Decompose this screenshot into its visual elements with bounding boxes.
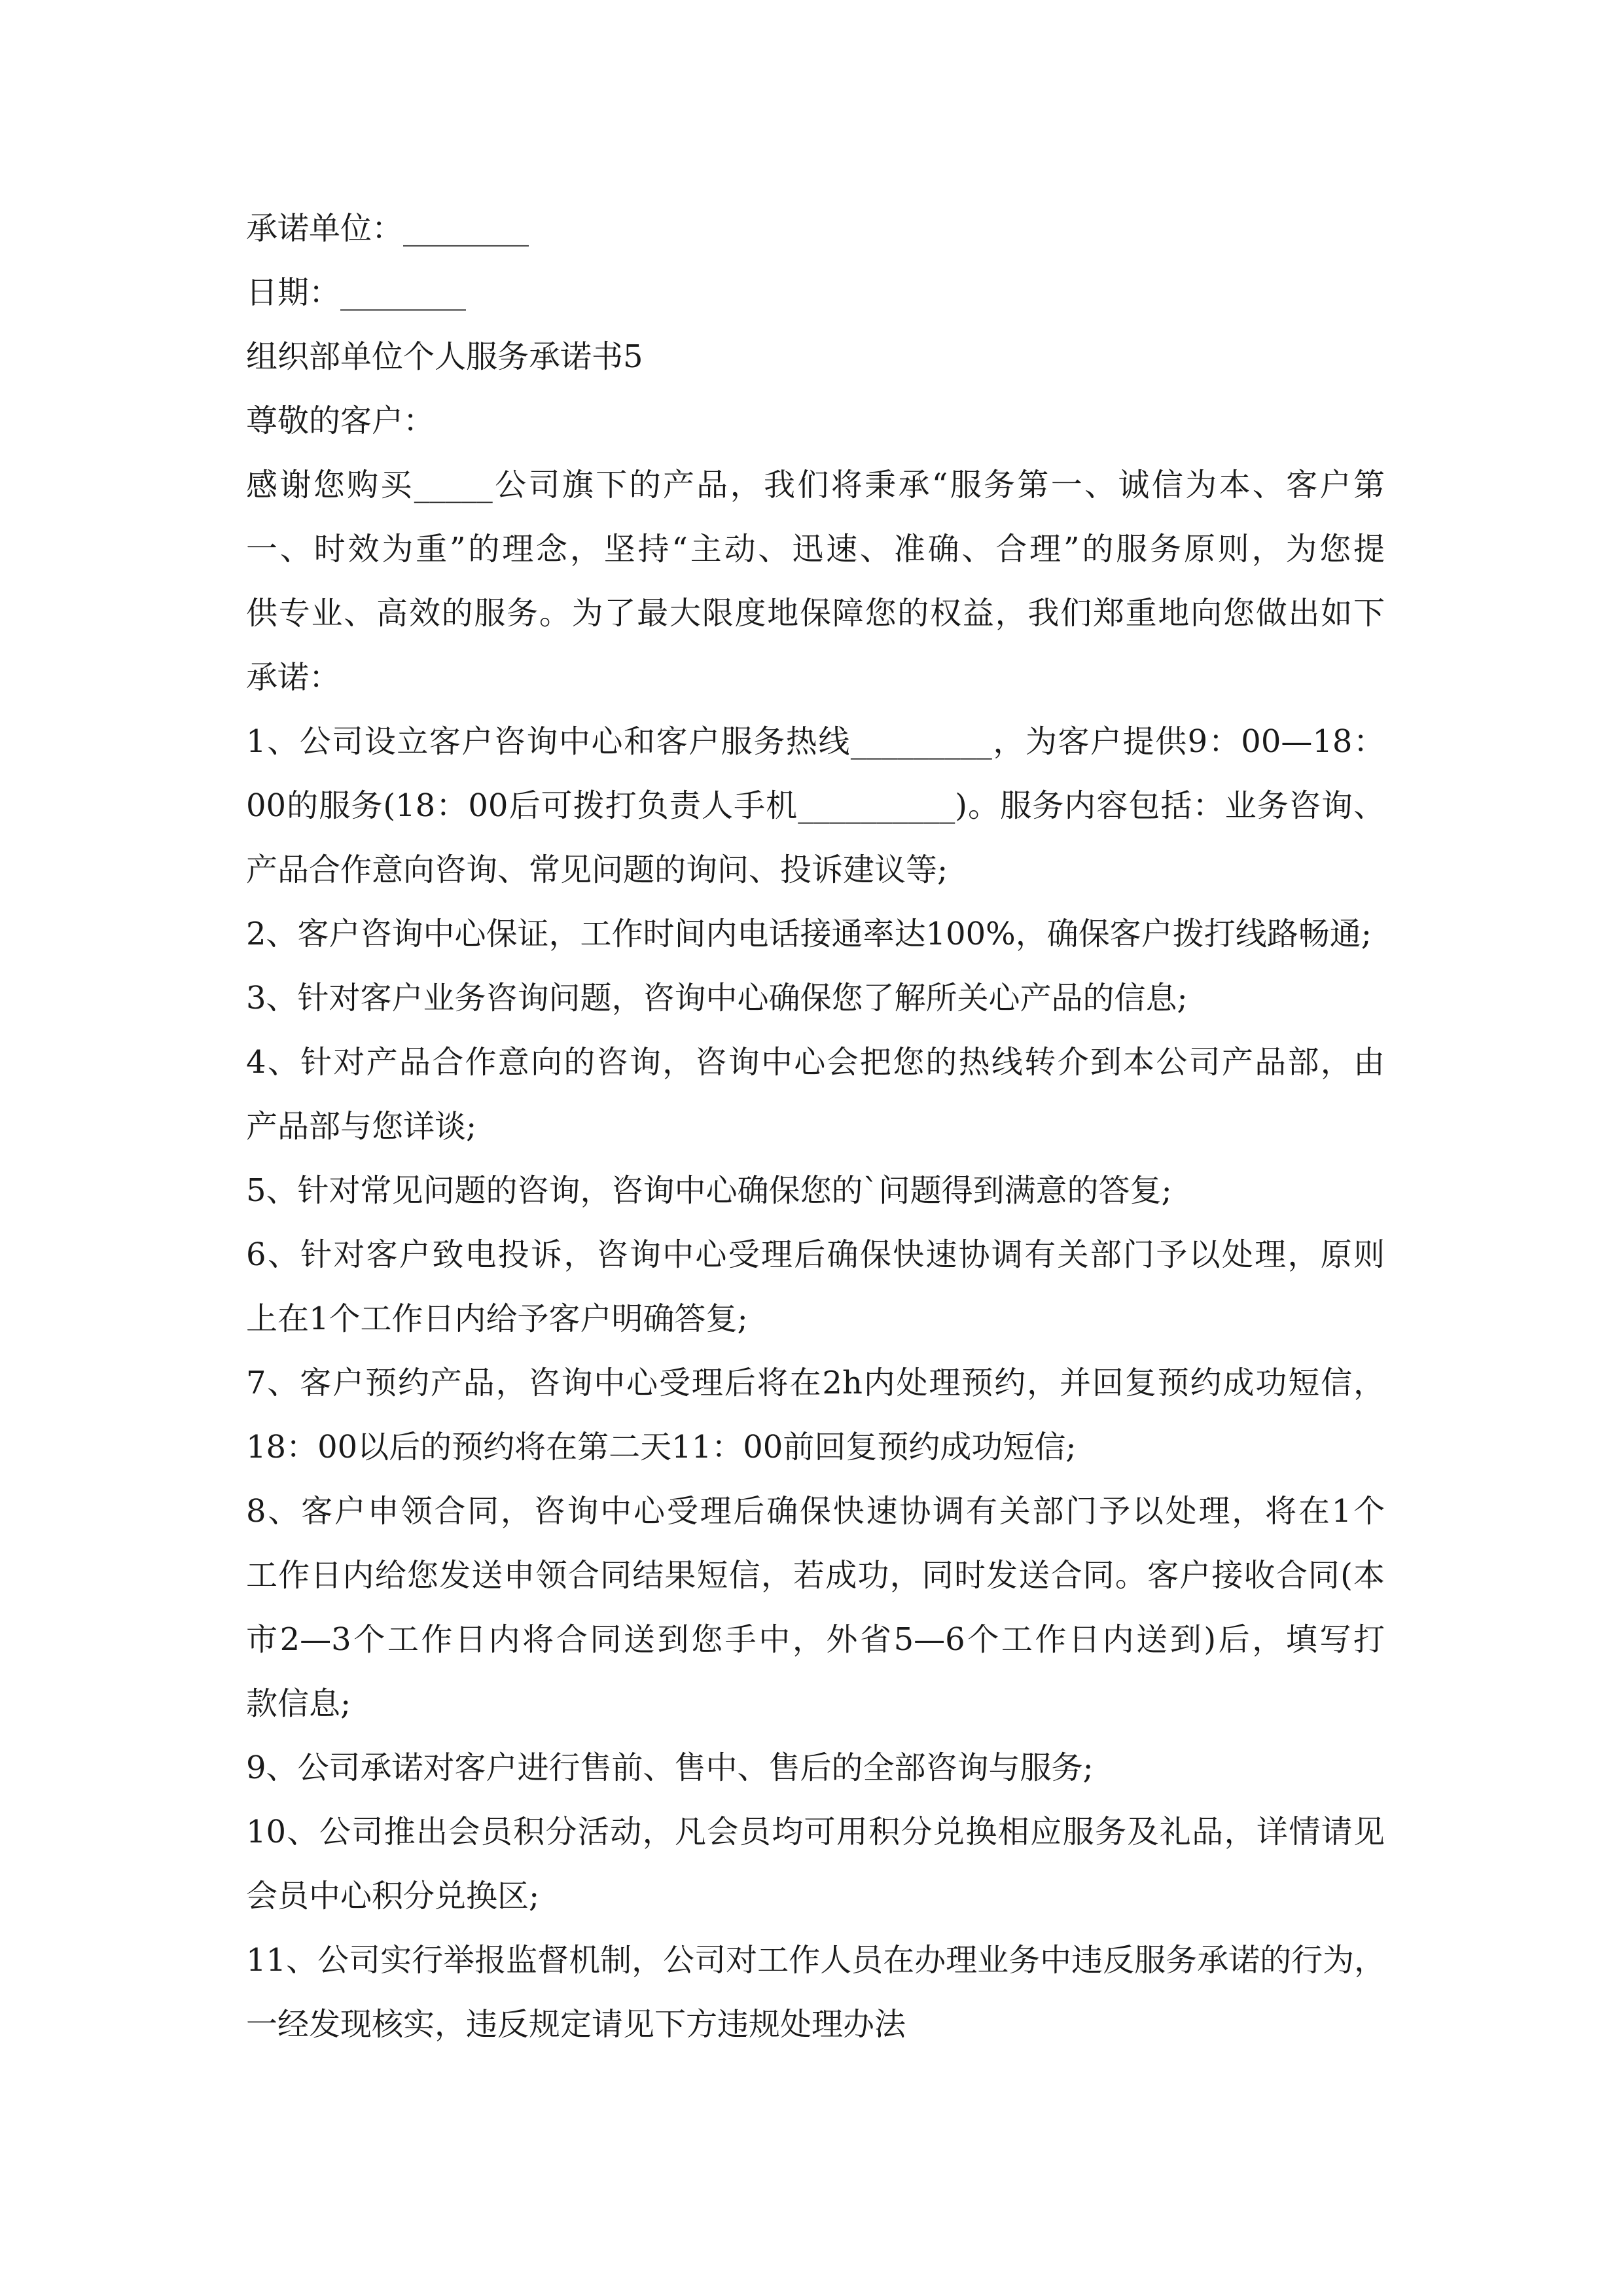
item-line: 2、客户咨询中心保证，工作时间内电话接通率达100%，确保客户拨打线路畅通; [246, 916, 1372, 952]
commitment-unit-line: 承诺单位：________ [246, 210, 529, 247]
item-line: 一经发现核实，违反规定请见下方违规处理办法 [246, 2006, 906, 2043]
item-line: 会员中心积分兑换区; [246, 1878, 540, 1914]
intro-line: 一、时效为重”的理念，坚持“主动、迅速、准确、合理”的服务原则，为您提 [246, 531, 1385, 567]
commitment-item-11 [246, 1928, 1385, 2056]
commitment-item-3 [246, 966, 1385, 1030]
item-line: 10、公司推出会员积分活动，凡会员均可用积分兑换相应服务及礼品，详情请见 [246, 1814, 1385, 1850]
item-line: 款信息; [246, 1685, 351, 1722]
item-line: 5、针对常见问题的咨询，咨询中心确保您的`问题得到满意的答复; [246, 1172, 1172, 1209]
commitment-item-5 [246, 1158, 1385, 1223]
date-line: 日期：________ [246, 274, 467, 311]
commitment-item-10 [246, 1800, 1385, 1928]
document-body [246, 196, 1385, 2056]
item-line: 7、客户预约产品，咨询中心受理后将在2h内处理预约，并回复预约成功短信， [246, 1365, 1385, 1401]
commitment-item-2 [246, 902, 1385, 966]
commitment-item-6 [246, 1223, 1385, 1351]
commitment-item-7 [246, 1351, 1385, 1479]
item-line: 9、公司承诺对客户进行售前、售中、售后的全部咨询与服务; [246, 1749, 1094, 1786]
greeting: 尊敬的客户： [246, 403, 435, 439]
item-line: 11、公司实行举报监督机制，公司对工作人员在办理业务中违反服务承诺的行为， [246, 1942, 1386, 1979]
item-line: 市2—3个工作日内将合同送到您手中，外省5—6个工作日内送到)后，填写打 [246, 1621, 1385, 1658]
item-line: 00的服务(18：00后可拨打负责人手机__________)。服务内容包括：业务咨询、 [246, 787, 1385, 824]
commitment-item-9 [246, 1736, 1385, 1800]
document-title: 组织部单位个人服务承诺书5 [246, 338, 643, 375]
commitment-item-8 [246, 1479, 1385, 1736]
intro-line: 供专业、高效的服务。为了最大限度地保障您的权益，我们郑重地向您做出如下 [246, 595, 1385, 632]
item-line: 工作日内给您发送申领合同结果短信，若成功，同时发送合同。客户接收合同(本 [246, 1557, 1385, 1594]
intro-paragraph [246, 453, 1385, 709]
item-line: 产品部与您详谈; [246, 1108, 477, 1145]
commitment-item-4 [246, 1030, 1385, 1158]
item-line: 6、针对客户致电投诉，咨询中心受理后确保快速协调有关部门予以处理，原则 [246, 1236, 1385, 1273]
item-line: 上在1个工作日内给予客户明确答复; [246, 1300, 748, 1337]
commitment-item-1 [246, 709, 1385, 902]
item-line: 1、公司设立客户咨询中心和客户服务热线_________，为客户提供9：00—18： [246, 723, 1385, 760]
item-line: 4、针对产品合作意向的咨询，咨询中心会把您的热线转介到本公司产品部，由 [246, 1044, 1385, 1081]
item-line: 3、针对客户业务咨询问题，咨询中心确保您了解所关心产品的信息; [246, 980, 1188, 1016]
intro-line: 承诺： [246, 659, 341, 696]
item-line: 18：00以后的预约将在第二天11：00前回复预约成功短信; [246, 1429, 1077, 1465]
intro-line: 感谢您购买_____公司旗下的产品，我们将秉承“服务第一、诚信为本、客户第 [246, 467, 1385, 503]
item-line: 产品合作意向咨询、常见问题的询问、投诉建议等; [246, 852, 948, 888]
item-line: 8、客户申领合同，咨询中心受理后确保快速协调有关部门予以处理，将在1个 [246, 1493, 1385, 1530]
